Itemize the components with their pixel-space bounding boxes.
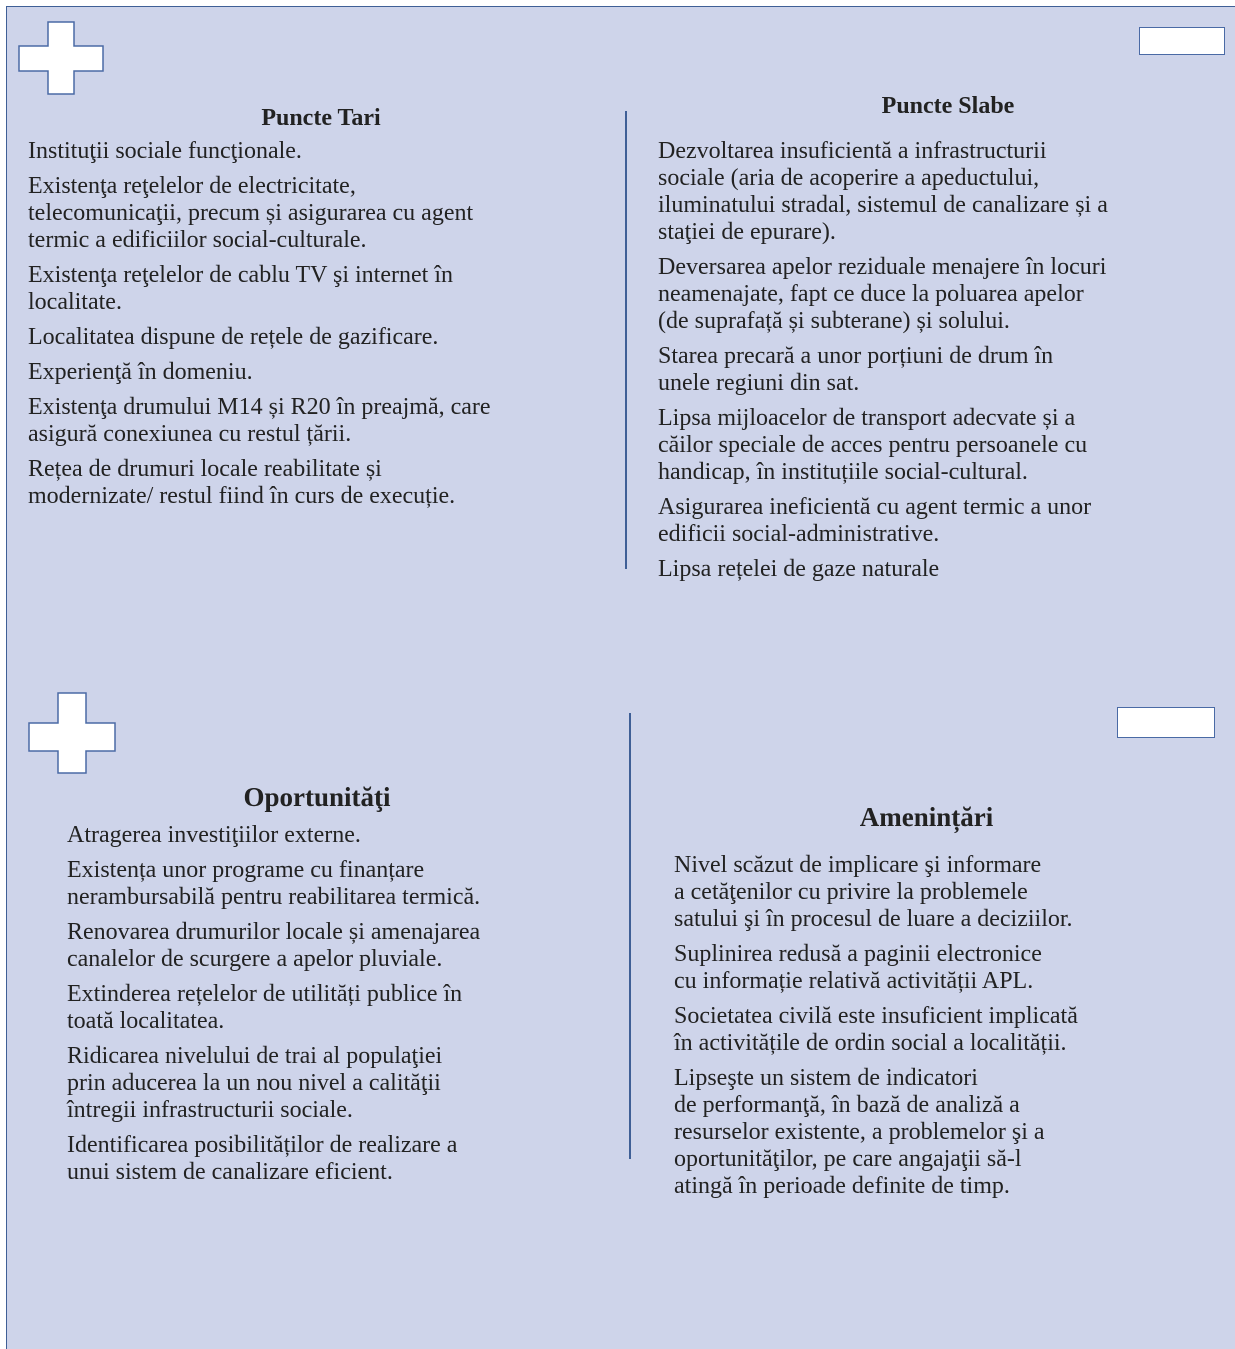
list-item: Lipsa rețelei de gaze naturale	[658, 556, 940, 582]
list-item: Identificarea posibilităților de realizare a unui sistem de canalizare eficient.	[67, 1132, 458, 1185]
list-item: Suplinirea redusă a paginii electronice cu informație relativă activității APL.	[674, 941, 1042, 994]
minus-icon	[1139, 27, 1225, 55]
list-item: Existenţa reţelelor de cablu TV şi internet în localitate.	[28, 262, 453, 315]
list-item: Lipseşte un sistem de indicatori de performanţă, în bază de analiză a resurselor existente, a problemelor şi a oportunităţilor, pe care angajaţii să-l atingă în perioade definite de timp.	[674, 1065, 1045, 1199]
plus-icon	[18, 21, 104, 95]
opportunities-list	[67, 822, 607, 1186]
divider-line	[625, 111, 627, 569]
threats-column	[674, 802, 1229, 1208]
divider-line	[629, 713, 631, 1159]
list-item: Instituţii sociale funcţionale.	[28, 138, 302, 164]
list-item: Atragerea investiţiilor externe.	[67, 822, 361, 848]
weaknesses-title: Puncte Slabe	[881, 93, 1015, 119]
weaknesses-list	[658, 138, 1228, 583]
strengths-column	[28, 105, 618, 518]
list-item: Existenţa reţelelor de electricitate, telecomunicaţii, precum și asigurarea cu agent termic a edificiilor social-culturale.	[28, 173, 474, 253]
list-item: Ridicarea nivelului de trai al populaţiei prin aducerea la un nou nivel a calităţii întregii infrastructurii sociale.	[67, 1043, 443, 1123]
swot-bottom-panel	[6, 687, 1235, 1349]
opportunities-title: Oportunităţi	[243, 782, 391, 812]
weaknesses-column	[658, 93, 1228, 591]
strengths-title: Puncte Tari	[261, 105, 381, 131]
list-item: Societatea civilă este insuficient implicată în activitățile de ordin social a localității.	[674, 1003, 1078, 1056]
list-item: Rețea de drumuri locale reabilitate și modernizate/ restul fiind în curs de execuție.	[28, 456, 456, 509]
plus-icon	[28, 692, 116, 774]
list-item: Dezvoltarea insuficientă a infrastructurii sociale (aria de acoperire a apeductului, iluminatului stradal, sistemul de canalizare și a staţiei de epurare).	[658, 138, 1108, 245]
list-item: Existenţa drumului M14 și R20 în preajmă, care asigură conexiunea cu restul țării.	[28, 394, 491, 447]
strengths-list	[28, 138, 618, 510]
list-item: Existența unor programe cu finanțare nerambursabilă pentru reabilitarea termică.	[67, 857, 481, 910]
list-item: Experienţă în domeniu.	[28, 359, 253, 385]
threats-title: Amenințări	[859, 802, 994, 832]
list-item: Asigurarea ineficientă cu agent termic a unor edificii social-administrative.	[658, 494, 1092, 547]
list-item: Lipsa mijloacelor de transport adecvate și a căilor speciale de acces pentru persoanele cu handicap, în instituțiile social-cultural.	[658, 405, 1088, 485]
list-item: Nivel scăzut de implicare şi informare a cetăţenilor cu privire la problemele satului şi în procesul de luare a deciziilor.	[674, 852, 1073, 932]
list-item: Renovarea drumurilor locale și amenajarea canalelor de scurgere a apelor pluviale.	[67, 919, 481, 972]
list-item: Deversarea apelor reziduale menajere în locuri neamenajate, fapt ce duce la poluarea apelor (de suprafață și subterane) și solului.	[658, 254, 1107, 334]
list-item: Extinderea rețelelor de utilități publice în toată localitatea.	[67, 981, 463, 1034]
list-item: Starea precară a unor porțiuni de drum în unele regiuni din sat.	[658, 343, 1054, 396]
minus-icon	[1117, 707, 1215, 738]
threats-list	[674, 852, 1229, 1200]
opportunities-column	[67, 782, 607, 1194]
swot-top-panel	[6, 6, 1235, 688]
list-item: Localitatea dispune de rețele de gazificare.	[28, 324, 439, 350]
